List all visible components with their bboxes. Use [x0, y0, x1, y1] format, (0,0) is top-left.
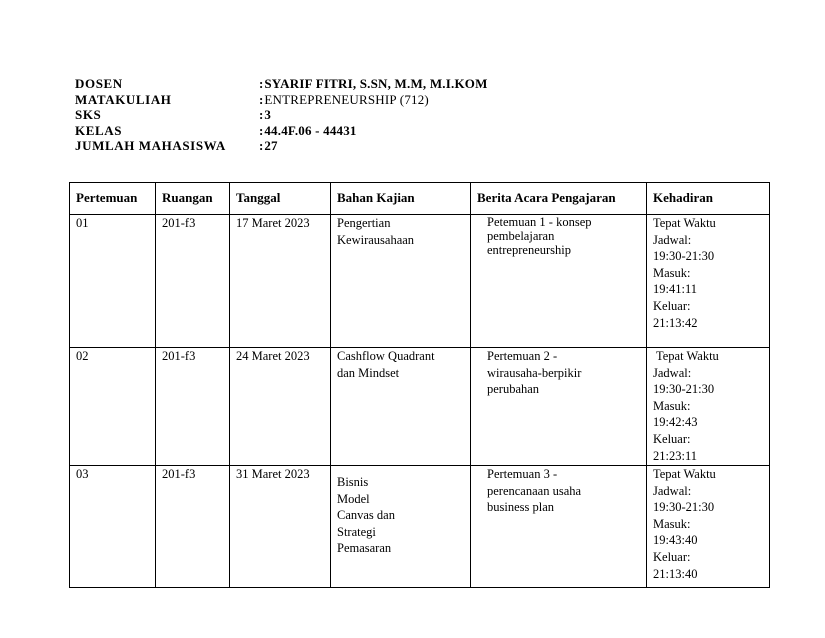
text-line: Kewirausahaan — [337, 232, 415, 247]
text-line: 19:30-21:30 — [653, 382, 715, 397]
sks-label: SKS — [75, 107, 102, 122]
text-line: Tepat Waktu — [653, 467, 716, 481]
text-line: Masuk: — [653, 265, 691, 280]
text-line: 21:13:40 — [653, 566, 698, 581]
dosen-value: SYARIF FITRI, S.SN, M.M, M.I.KOM — [264, 76, 488, 91]
text-line: entrepreneurship — [487, 243, 571, 257]
table-row — [70, 466, 770, 588]
kelas-label: KELAS — [75, 122, 123, 138]
text-line: Tepat Waktu — [656, 349, 719, 363]
pertemuan-cell: 02 — [70, 348, 156, 466]
text-line: Cashflow Quadrant — [337, 349, 435, 363]
text-line: Pengertian — [337, 216, 391, 230]
matakuliah-label: MATAKULIAH — [75, 91, 172, 107]
text-line: 19:30-21:30 — [653, 500, 715, 515]
separator: : — [259, 122, 264, 138]
text-line: Strategi — [337, 524, 376, 539]
text-line: Jadwal: — [653, 483, 692, 498]
tanggal-cell: 24 Maret 2023 — [230, 348, 331, 466]
text-line: Keluar: — [653, 549, 691, 564]
text-line: Keluar: — [653, 298, 691, 313]
bahan-kajian-cell — [331, 215, 471, 348]
text-line: 19:43:40 — [653, 533, 698, 548]
text-line: business plan — [487, 500, 555, 515]
separator: : — [259, 107, 264, 122]
table-header-row — [70, 183, 770, 215]
attendance-table — [69, 182, 770, 588]
text-line: 21:23:11 — [653, 448, 697, 463]
matakuliah-value: ENTREPRENEURSHIP (712) — [264, 91, 429, 107]
ruangan-cell: 201-f3 — [156, 348, 230, 466]
separator: : — [259, 138, 264, 153]
column-header: Ruangan — [156, 183, 230, 215]
ruangan-cell: 201-f3 — [156, 215, 230, 348]
text-line: Canvas dan — [337, 508, 395, 523]
sks-row — [75, 107, 488, 123]
pertemuan-cell: 03 — [70, 466, 156, 588]
text-line: perubahan — [487, 382, 540, 397]
course-info — [75, 76, 488, 154]
matakuliah-row — [75, 92, 488, 108]
dosen-label: DOSEN — [75, 76, 123, 91]
table-row — [70, 215, 770, 348]
separator: : — [259, 76, 264, 91]
text-line: Tepat Waktu — [653, 216, 716, 230]
separator: : — [259, 91, 264, 107]
text-line: perencanaan usaha — [487, 483, 582, 498]
text-line: Masuk: — [653, 516, 691, 531]
kehadiran-cell — [647, 348, 770, 466]
jumlah-row — [75, 138, 488, 154]
table-row — [70, 348, 770, 466]
text-line: Jadwal: — [653, 365, 692, 380]
column-header: Bahan Kajian — [331, 183, 471, 215]
text-line: 21:13:42 — [653, 315, 698, 330]
text-line: Bisnis — [337, 475, 369, 489]
pertemuan-cell: 01 — [70, 215, 156, 348]
text-line: 19:30-21:30 — [653, 249, 715, 264]
text-line: Jadwal: — [653, 232, 692, 247]
jumlah-label: JUMLAH MAHASISWA — [75, 138, 226, 153]
bahan-kajian-cell — [331, 348, 471, 466]
kehadiran-cell — [647, 215, 770, 348]
column-header: Tanggal — [230, 183, 331, 215]
text-line: Keluar: — [653, 431, 691, 446]
column-header: Kehadiran — [647, 183, 770, 215]
text-line: Model — [337, 491, 370, 506]
kehadiran-cell — [647, 466, 770, 588]
text-line: Pemasaran — [337, 541, 392, 556]
berita-acara-cell — [471, 215, 647, 348]
kelas-value: 44.4F.06 - 44431 — [264, 122, 357, 138]
text-line: Pertemuan 3 - — [487, 467, 558, 481]
column-header: Pertemuan — [70, 183, 156, 215]
text-line: Pertemuan 2 - — [487, 349, 558, 363]
berita-acara-cell — [471, 348, 647, 466]
text-line: 19:42:43 — [653, 415, 698, 430]
sks-value: 3 — [264, 107, 272, 122]
berita-acara-cell — [471, 466, 647, 588]
text-line: dan Mindset — [337, 365, 400, 380]
text-line: Masuk: — [653, 398, 691, 413]
text-line: 19:41:11 — [653, 282, 697, 297]
text-line: pembelajaran — [487, 229, 555, 243]
bahan-kajian-cell — [331, 466, 471, 588]
tanggal-cell: 17 Maret 2023 — [230, 215, 331, 348]
text-line: wirausaha-berpikir — [487, 365, 582, 380]
tanggal-cell: 31 Maret 2023 — [230, 466, 331, 588]
dosen-row — [75, 76, 488, 92]
text-line: Petemuan 1 - konsep — [487, 215, 592, 229]
column-header: Berita Acara Pengajaran — [471, 183, 647, 215]
ruangan-cell: 201-f3 — [156, 466, 230, 588]
jumlah-value: 27 — [264, 138, 278, 153]
kelas-row — [75, 123, 488, 139]
